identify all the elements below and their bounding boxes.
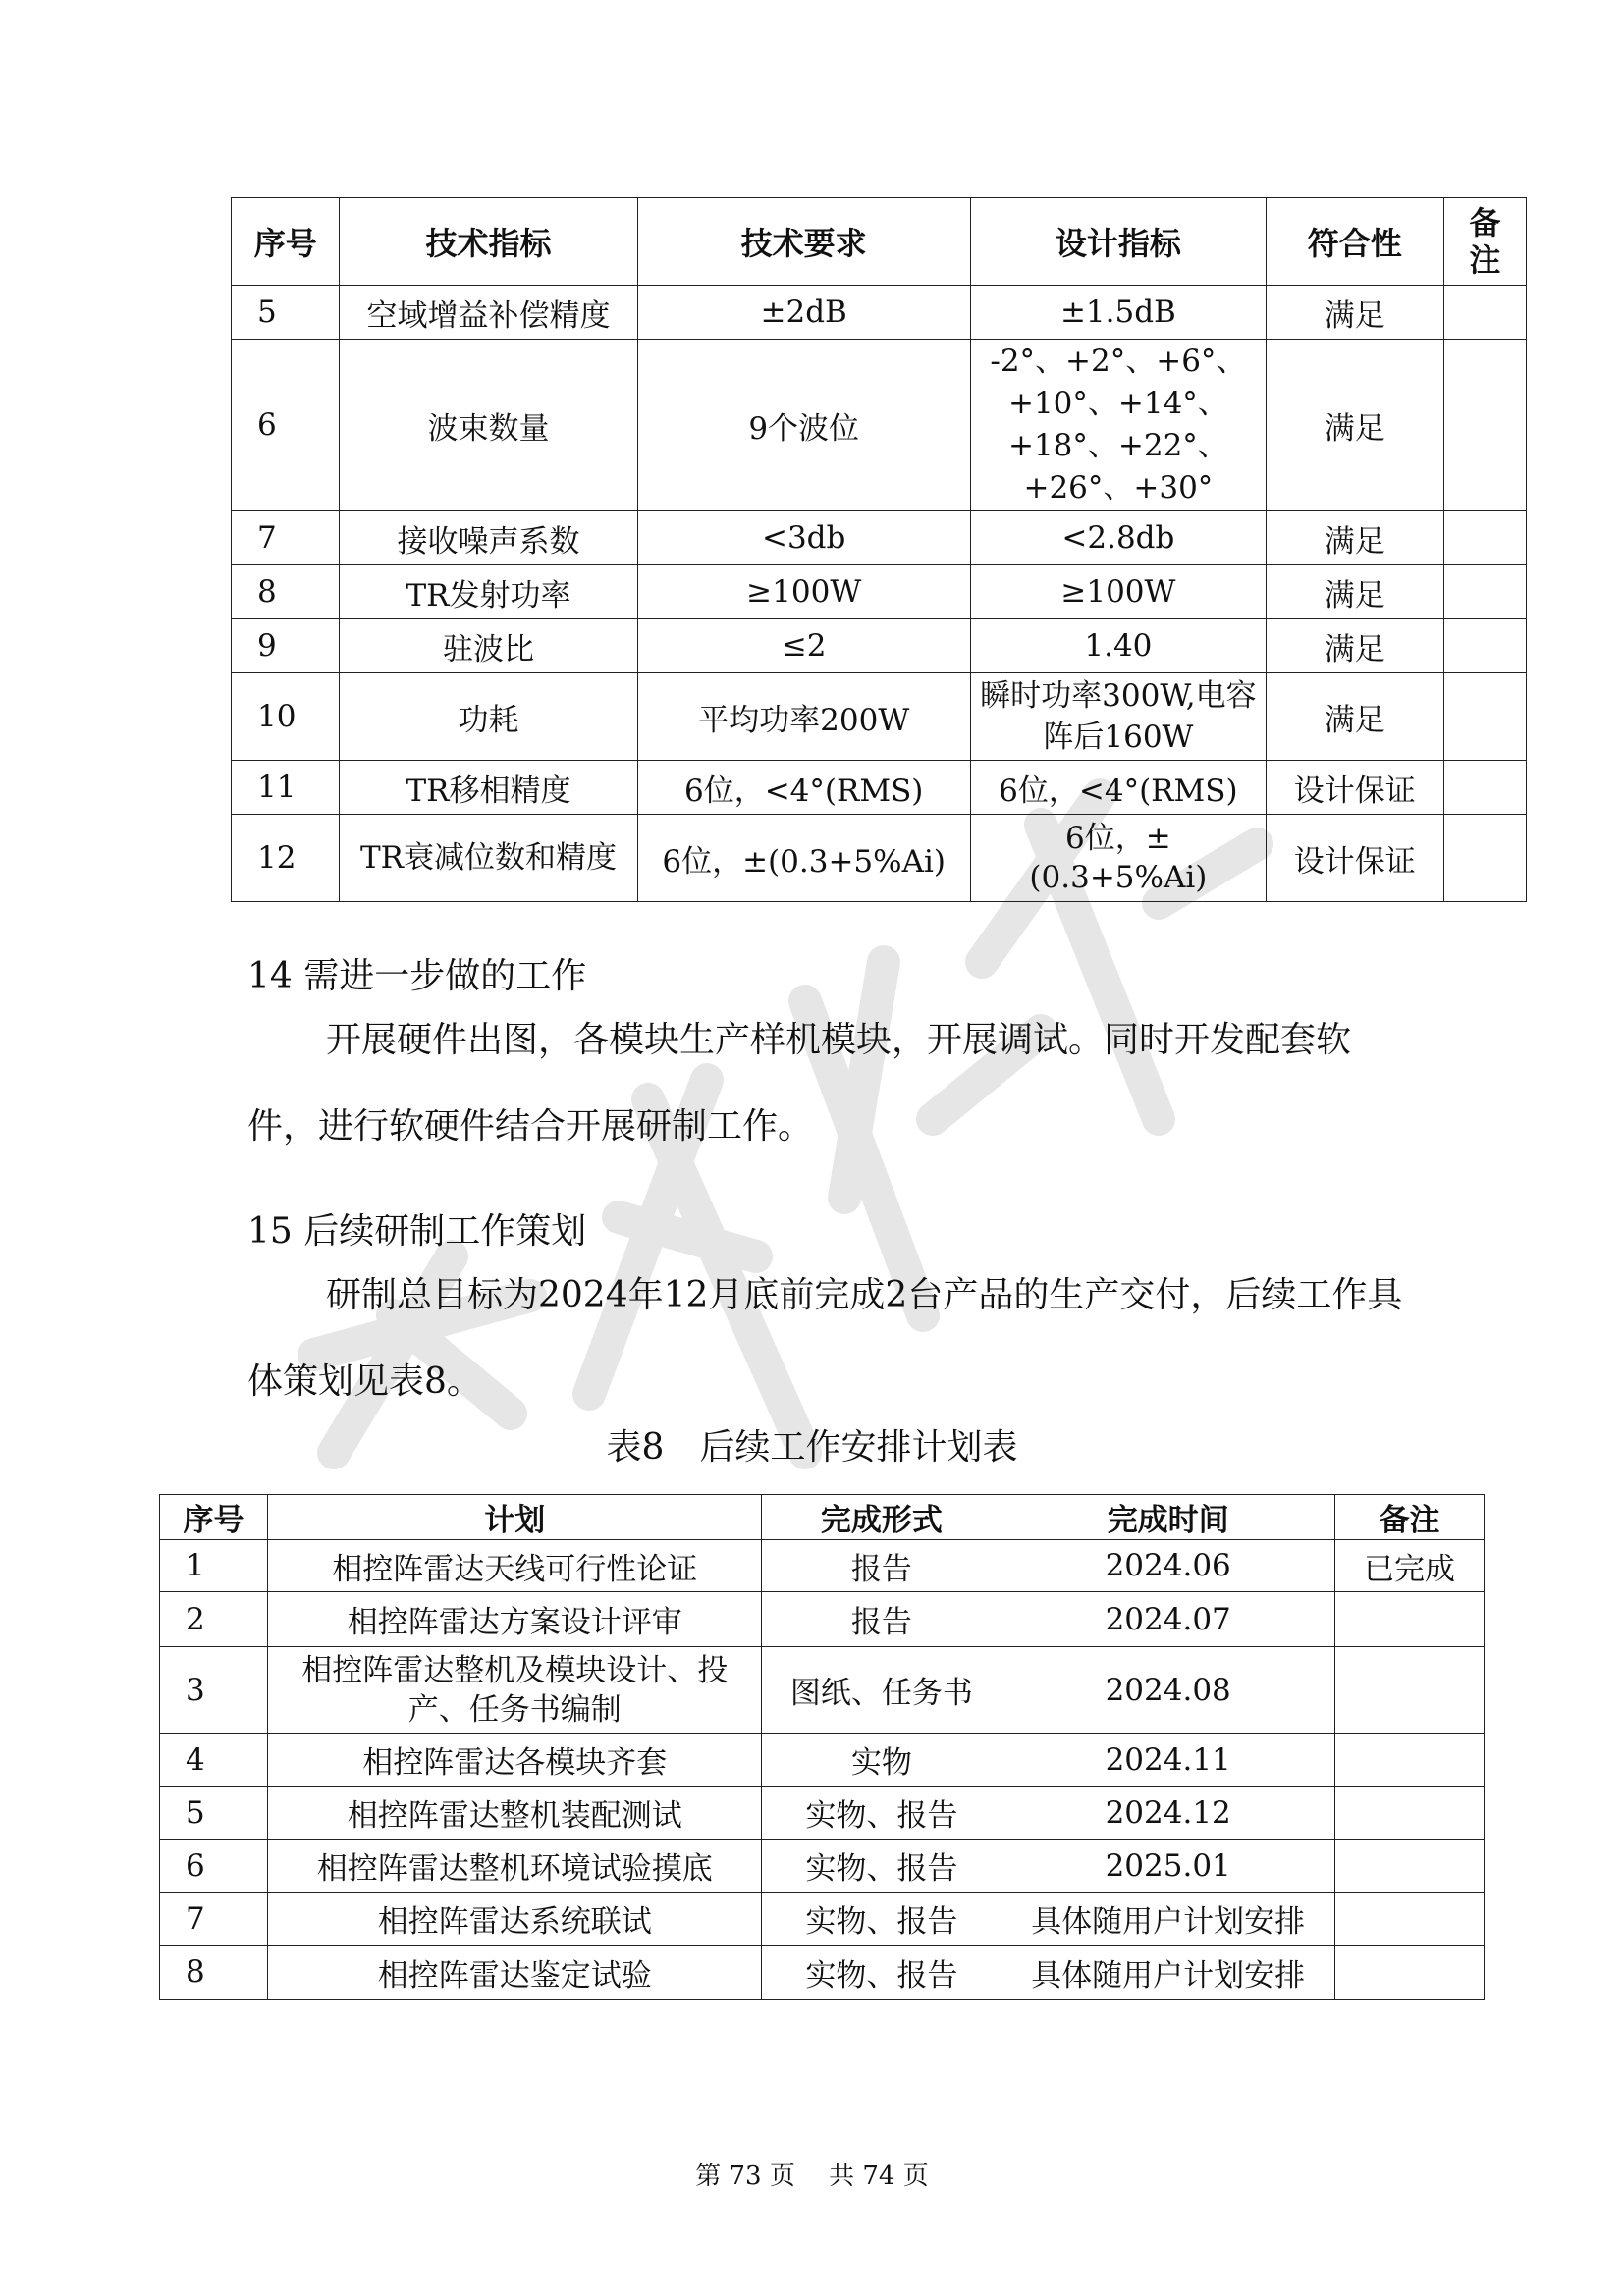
plan-note <box>1335 1946 1485 2000</box>
table-row <box>232 673 1527 761</box>
spec-note <box>1443 340 1526 511</box>
spec-requirement: ±2dB <box>637 286 970 340</box>
plan-note <box>1335 1787 1485 1840</box>
spec-note <box>1443 761 1526 815</box>
spec-table <box>231 197 1527 902</box>
spec-header-indicator: 技术指标 <box>340 198 637 286</box>
plan-time: 具体随用户计划安排 <box>1001 1946 1335 2000</box>
plan-item: 相控阵雷达方案设计评审 <box>267 1592 762 1647</box>
plan-time: 2024.07 <box>1001 1592 1335 1647</box>
plan-header-form: 完成形式 <box>762 1495 1001 1540</box>
table-row <box>160 1647 1485 1734</box>
spec-note <box>1443 565 1526 619</box>
plan-form: 图纸、任务书 <box>762 1647 1001 1734</box>
spec-header-no: 序号 <box>232 198 340 286</box>
plan-no: 4 <box>160 1734 268 1787</box>
table-row <box>232 511 1527 565</box>
spec-header-design: 设计指标 <box>970 198 1266 286</box>
table-row <box>232 340 1527 511</box>
spec-compliance: 设计保证 <box>1266 761 1443 815</box>
page-footer: 第 73 页 共 74 页 <box>695 2162 929 2191</box>
spec-header-requirement: 技术要求 <box>637 198 970 286</box>
spec-no: 11 <box>232 761 340 815</box>
plan-item: 相控阵雷达整机及模块设计、投产、任务书编制 <box>267 1647 762 1734</box>
plan-note: 已完成 <box>1335 1540 1485 1592</box>
section-15-body: 研制总目标为2024年12月底前完成2台产品的生产交付，后续工作具体策划见表8。 <box>247 1275 1403 1402</box>
spec-requirement: 平均功率200W <box>637 673 970 761</box>
spec-no: 8 <box>232 565 340 619</box>
spec-requirement: 6位，<4°(RMS) <box>637 761 970 815</box>
spec-no: 10 <box>232 673 340 761</box>
plan-item: 相控阵雷达系统联试 <box>267 1893 762 1946</box>
spec-requirement: ≥100W <box>637 565 970 619</box>
spec-note <box>1443 511 1526 565</box>
plan-time: 2024.06 <box>1001 1540 1335 1592</box>
spec-no: 5 <box>232 286 340 340</box>
plan-time: 具体随用户计划安排 <box>1001 1893 1335 1946</box>
plan-time: 2024.08 <box>1001 1647 1335 1734</box>
spec-requirement: 6位，±(0.3+5%Ai) <box>637 815 970 902</box>
plan-time: 2024.12 <box>1001 1787 1335 1840</box>
plan-time: 2024.11 <box>1001 1734 1335 1787</box>
plan-no: 6 <box>160 1840 268 1893</box>
table-row <box>232 565 1527 619</box>
table-row <box>232 761 1527 815</box>
spec-indicator: 空域增益补偿精度 <box>340 286 637 340</box>
spec-indicator: TR发射功率 <box>340 565 637 619</box>
plan-header-note: 备注 <box>1335 1495 1485 1540</box>
spec-indicator: TR移相精度 <box>340 761 637 815</box>
plan-item: 相控阵雷达各模块齐套 <box>267 1734 762 1787</box>
plan-form: 实物、报告 <box>762 1893 1001 1946</box>
table-row <box>160 1787 1485 1840</box>
spec-indicator: TR衰减位数和精度 <box>340 815 637 902</box>
plan-table-header <box>160 1495 1485 1540</box>
plan-table <box>159 1494 1485 2000</box>
spec-design: <2.8db <box>970 511 1266 565</box>
plan-form: 实物 <box>762 1734 1001 1787</box>
spec-indicator: 驻波比 <box>340 619 637 673</box>
plan-note <box>1335 1592 1485 1647</box>
spec-design: -2°、+2°、+6°、+10°、+14°、+18°、+22°、+26°、+30° <box>970 340 1266 511</box>
spec-compliance: 满足 <box>1266 511 1443 565</box>
spec-no: 12 <box>232 815 340 902</box>
plan-item: 相控阵雷达整机环境试验摸底 <box>267 1840 762 1893</box>
plan-header-no: 序号 <box>160 1495 268 1540</box>
table-row <box>160 1893 1485 1946</box>
plan-no: 8 <box>160 1946 268 2000</box>
spec-no: 9 <box>232 619 340 673</box>
table-row <box>160 1540 1485 1592</box>
spec-compliance: 满足 <box>1266 673 1443 761</box>
plan-item: 相控阵雷达鉴定试验 <box>267 1946 762 2000</box>
spec-design: 瞬时功率300W,电容阵后160W <box>970 673 1266 761</box>
table-row <box>232 286 1527 340</box>
section-14-body: 开展硬件出图，各模块生产样机模块，开展调试。同时开发配套软件，进行软硬件结合开展研制工作。 <box>247 1020 1352 1147</box>
plan-note <box>1335 1734 1485 1787</box>
plan-no: 1 <box>160 1540 268 1592</box>
spec-header-compliance: 符合性 <box>1266 198 1443 286</box>
spec-note <box>1443 619 1526 673</box>
plan-form: 实物、报告 <box>762 1840 1001 1893</box>
table-row <box>232 619 1527 673</box>
section-14-heading: 14 需进一步做的工作 <box>247 956 587 996</box>
spec-compliance: 满足 <box>1266 340 1443 511</box>
section-15-heading: 15 后续研制工作策划 <box>247 1211 587 1252</box>
spec-design: 1.40 <box>970 619 1266 673</box>
plan-form: 实物、报告 <box>762 1946 1001 2000</box>
spec-compliance: 满足 <box>1266 565 1443 619</box>
plan-table-caption: 表8 后续工作安排计划表 <box>606 1427 1018 1468</box>
spec-compliance: 满足 <box>1266 286 1443 340</box>
spec-design: ±1.5dB <box>970 286 1266 340</box>
plan-no: 5 <box>160 1787 268 1840</box>
table-row <box>232 815 1527 902</box>
spec-note <box>1443 815 1526 902</box>
spec-design: ≥100W <box>970 565 1266 619</box>
plan-no: 3 <box>160 1647 268 1734</box>
spec-indicator: 波束数量 <box>340 340 637 511</box>
table-row <box>160 1592 1485 1647</box>
table-row <box>160 1734 1485 1787</box>
spec-no: 6 <box>232 340 340 511</box>
plan-form: 实物、报告 <box>762 1787 1001 1840</box>
spec-design: 6位，<4°(RMS) <box>970 761 1266 815</box>
spec-design: 6位，±(0.3+5%Ai) <box>970 815 1266 902</box>
plan-item: 相控阵雷达天线可行性论证 <box>267 1540 762 1592</box>
spec-compliance: 设计保证 <box>1266 815 1443 902</box>
plan-header-time: 完成时间 <box>1001 1495 1335 1540</box>
plan-time: 2025.01 <box>1001 1840 1335 1893</box>
spec-indicator: 接收噪声系数 <box>340 511 637 565</box>
plan-no: 7 <box>160 1893 268 1946</box>
plan-form: 报告 <box>762 1540 1001 1592</box>
plan-note <box>1335 1840 1485 1893</box>
table-row <box>160 1840 1485 1893</box>
spec-header-note: 备注 <box>1443 198 1526 286</box>
spec-requirement: ≤2 <box>637 619 970 673</box>
spec-note <box>1443 673 1526 761</box>
plan-form: 报告 <box>762 1592 1001 1647</box>
table-row <box>160 1946 1485 2000</box>
plan-no: 2 <box>160 1592 268 1647</box>
plan-item: 相控阵雷达整机装配测试 <box>267 1787 762 1840</box>
plan-note <box>1335 1647 1485 1734</box>
spec-note <box>1443 286 1526 340</box>
spec-table-header <box>232 198 1527 286</box>
spec-requirement: <3db <box>637 511 970 565</box>
spec-indicator: 功耗 <box>340 673 637 761</box>
plan-header-plan: 计划 <box>267 1495 762 1540</box>
spec-requirement: 9个波位 <box>637 340 970 511</box>
spec-no: 7 <box>232 511 340 565</box>
plan-note <box>1335 1893 1485 1946</box>
spec-compliance: 满足 <box>1266 619 1443 673</box>
